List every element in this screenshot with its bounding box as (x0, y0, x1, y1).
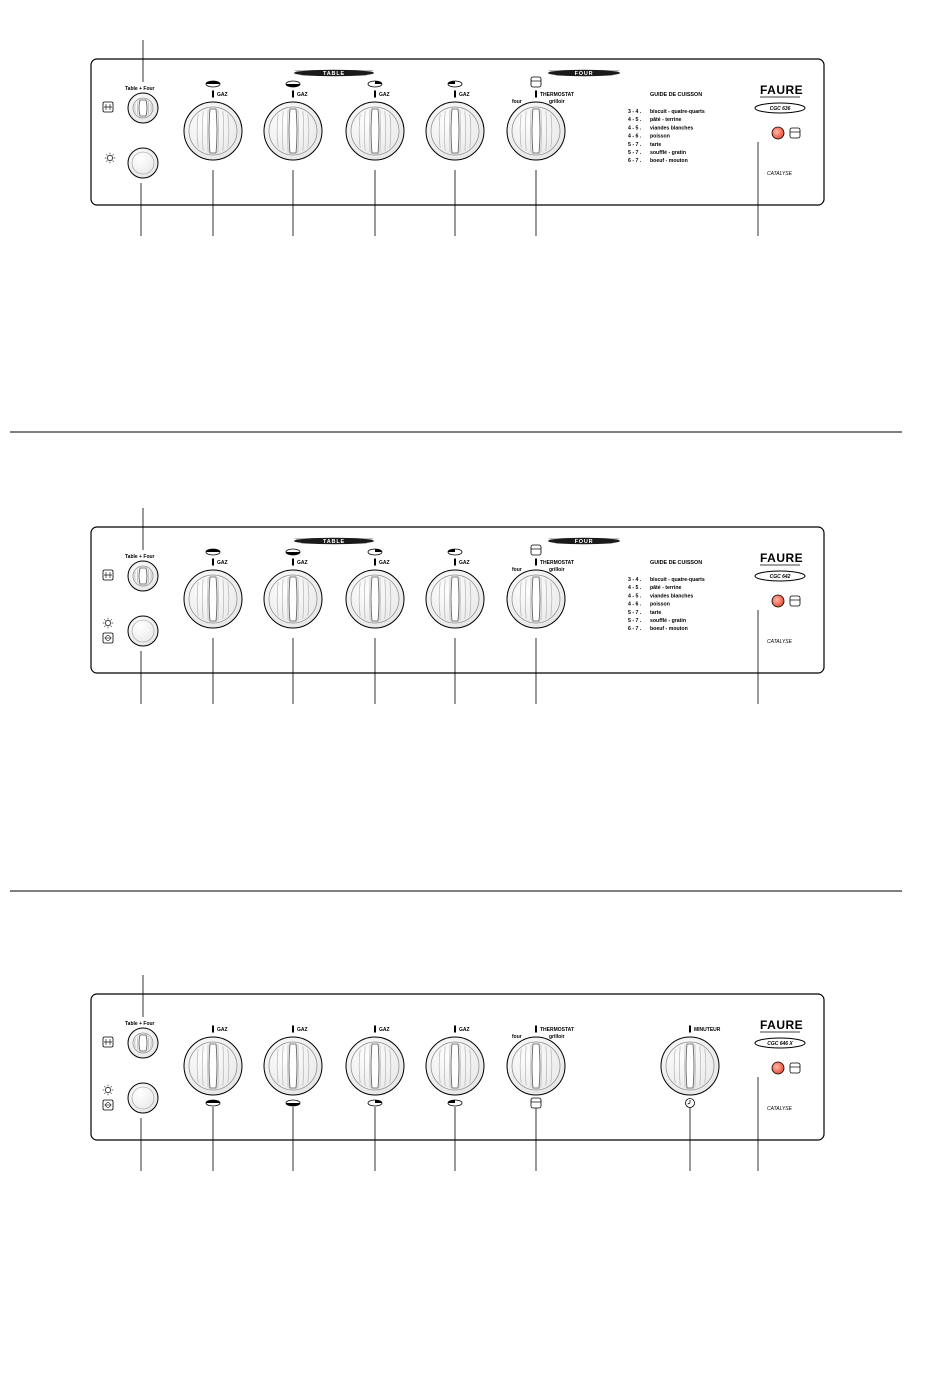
gaz-position-marker (374, 559, 376, 566)
knob-ridge (209, 577, 217, 621)
light-bulb-icon (103, 1085, 113, 1095)
grilloir-setting-label: grilloir (549, 1034, 565, 1040)
clock-icon (686, 1099, 695, 1108)
table-banner (294, 538, 374, 545)
light-icon-bulb (107, 155, 112, 160)
banner-label: TABLE (323, 71, 345, 77)
burner-knob-4[interactable] (426, 102, 484, 160)
burner-knob-3[interactable] (346, 102, 404, 160)
table-four-selector-knob[interactable] (128, 93, 158, 123)
rotisserie-icon (103, 1037, 113, 1047)
four-banner (548, 538, 620, 545)
thermostat-label: THERMOSTAT (540, 560, 574, 566)
guide-text: boeuf - mouton (650, 626, 688, 632)
knob-ridge (371, 1044, 379, 1088)
guide-range: 5 - 7 . (628, 142, 642, 148)
four-setting-label: four (512, 1034, 522, 1040)
gaz-label: GAZ (379, 1027, 390, 1033)
burner-knob-1[interactable] (184, 1037, 242, 1095)
guide-text: biscuit - quatre-quarts (650, 577, 705, 583)
guide-text: tarte (650, 610, 661, 616)
knob-ridge (451, 1044, 459, 1088)
knob-ridge (139, 1035, 147, 1051)
table-four-selector-knob[interactable] (128, 1028, 158, 1058)
thermostat-knob[interactable] (507, 570, 565, 628)
indicator-lamp (772, 127, 784, 139)
oven-icon-body (531, 77, 541, 87)
knob-ridge (371, 109, 379, 153)
guide-range: 5 - 7 . (628, 150, 642, 156)
oven-icon-body (531, 545, 541, 555)
burner-knob-1[interactable] (184, 102, 242, 160)
light-switch-outer (128, 148, 158, 178)
gaz-label: GAZ (217, 92, 228, 98)
control-panel-3 (91, 975, 824, 1171)
table-four-label: Table + Four (125, 554, 155, 560)
guide-text: soufflé - gratin (650, 618, 686, 624)
guide-text: soufflé - gratin (650, 150, 686, 156)
guide-text: viandes blanches (650, 593, 693, 599)
guide-range: 6 - 7 . (628, 626, 642, 632)
light-switch-button[interactable] (128, 148, 158, 178)
burner-icon (368, 549, 382, 555)
gaz-position-marker (212, 559, 214, 566)
guide-text: viandes blanches (650, 125, 693, 131)
guide-text: pâté - terrine (650, 117, 682, 123)
control-panel-1 (91, 40, 824, 236)
catalyse-label: CATALYSE (767, 639, 793, 645)
knob-ridge (451, 109, 459, 153)
thermostat-label: THERMOSTAT (540, 92, 574, 98)
gaz-label: GAZ (379, 92, 390, 98)
knob-ridge (451, 577, 459, 621)
four-setting-label: four (512, 567, 522, 573)
minuteur-knob[interactable] (661, 1037, 719, 1095)
burner-icon (448, 1100, 462, 1106)
catalyse-label: CATALYSE (767, 171, 793, 177)
burner-icon (286, 549, 300, 555)
gaz-position-marker (212, 91, 214, 98)
gaz-label: GAZ (217, 1027, 228, 1033)
gaz-position-marker (454, 91, 456, 98)
banner-label: TABLE (323, 539, 345, 545)
burner-knob-2[interactable] (264, 102, 322, 160)
oven-icon-body (790, 596, 800, 606)
guide-range: 3 - 4 . (628, 577, 642, 583)
guide-title: GUIDE DE CUISSON (650, 92, 702, 98)
knob-ridge (532, 1044, 540, 1088)
gaz-label: GAZ (217, 560, 228, 566)
grilloir-setting-label: grilloir (549, 567, 565, 573)
knob-ridge (209, 109, 217, 153)
light-switch-button[interactable] (128, 616, 158, 646)
guide-text: poisson (650, 602, 670, 608)
oven-indicator-icon (790, 596, 800, 606)
guide-text: biscuit - quatre-quarts (650, 109, 705, 115)
oven-icon (531, 77, 541, 87)
model-number: CGC 636 (770, 106, 791, 112)
guide-range: 4 - 6 . (628, 602, 642, 608)
oven-icon-body (790, 1063, 800, 1073)
oven-indicator-icon (790, 1063, 800, 1073)
gaz-position-marker (454, 1026, 456, 1033)
thermostat-position-marker (535, 1026, 537, 1033)
fan-icon (103, 633, 113, 643)
brand-logo: FAURE (760, 1018, 803, 1032)
gaz-position-marker (374, 1026, 376, 1033)
table-banner (294, 70, 374, 77)
thermostat-label: THERMOSTAT (540, 1027, 574, 1033)
fan-icon (103, 1100, 113, 1110)
light-switch-outer (128, 616, 158, 646)
burner-icon (448, 81, 462, 87)
burner-knob-3[interactable] (346, 1037, 404, 1095)
control-panel-2 (91, 508, 824, 704)
burner-icon (368, 81, 382, 87)
rotisserie-icon (103, 102, 113, 112)
thermostat-position-marker (535, 91, 537, 98)
burner-knob-3[interactable] (346, 570, 404, 628)
gaz-position-marker (292, 1026, 294, 1033)
guide-range: 5 - 7 . (628, 610, 642, 616)
knob-ridge (139, 568, 147, 584)
oven-icon-body (531, 1098, 541, 1108)
table-four-label: Table + Four (125, 1021, 155, 1027)
knob-ridge (289, 1044, 297, 1088)
guide-text: pâté - terrine (650, 585, 682, 591)
guide-range: 3 - 4 . (628, 109, 642, 115)
table-four-label: Table + Four (125, 86, 155, 92)
guide-range: 5 - 7 . (628, 618, 642, 624)
burner-icon (206, 1100, 220, 1106)
gaz-position-marker (292, 559, 294, 566)
guide-range: 4 - 5 . (628, 125, 642, 131)
gaz-position-marker (212, 1026, 214, 1033)
light-switch-outer (128, 1083, 158, 1113)
knob-ridge (532, 109, 540, 153)
thermostat-position-marker (535, 559, 537, 566)
oven-icon (531, 1098, 541, 1108)
oven-icon-body (790, 128, 800, 138)
guide-text: poisson (650, 134, 670, 140)
guide-title: GUIDE DE CUISSON (650, 560, 702, 566)
gaz-label: GAZ (379, 560, 390, 566)
brand-logo: FAURE (760, 83, 803, 97)
burner-knob-4[interactable] (426, 570, 484, 628)
gaz-position-marker (454, 559, 456, 566)
burner-icon (286, 81, 300, 87)
light-icon-bulb (105, 620, 110, 625)
guide-text: tarte (650, 142, 661, 148)
guide-range: 4 - 5 . (628, 117, 642, 123)
banner-label: FOUR (575, 71, 594, 77)
burner-knob-2[interactable] (264, 570, 322, 628)
knob-ridge (209, 1044, 217, 1088)
oven-indicator-icon (790, 128, 800, 138)
indicator-lamp (772, 1062, 784, 1074)
burner-icon (206, 549, 220, 555)
gaz-label: GAZ (297, 560, 308, 566)
knob-ridge (532, 577, 540, 621)
rotisserie-icon (103, 570, 113, 580)
burner-icon (368, 1100, 382, 1106)
knob-ridge (371, 577, 379, 621)
gaz-label: GAZ (459, 92, 470, 98)
thermostat-knob[interactable] (507, 102, 565, 160)
burner-knob-4[interactable] (426, 1037, 484, 1095)
table-four-selector-knob[interactable] (128, 561, 158, 591)
brand-logo: FAURE (760, 551, 803, 565)
gaz-label: GAZ (297, 92, 308, 98)
indicator-lamp (772, 595, 784, 607)
model-number: CGC 646 X (767, 1041, 793, 1047)
burner-icon (286, 1100, 300, 1106)
burner-icon (206, 81, 220, 87)
minuteur-label: MINUTEUR (694, 1027, 721, 1033)
model-number: CGC 642 (770, 574, 791, 580)
four-setting-label: four (512, 99, 522, 105)
knob-ridge (686, 1044, 694, 1088)
gaz-label: GAZ (297, 1027, 308, 1033)
gaz-position-marker (292, 91, 294, 98)
guide-text: boeuf - mouton (650, 158, 688, 164)
oven-icon (531, 545, 541, 555)
grilloir-setting-label: grilloir (549, 99, 565, 105)
light-bulb-icon (103, 618, 113, 628)
minuteur-position-marker (689, 1026, 691, 1033)
knob-ridge (289, 577, 297, 621)
burner-knob-2[interactable] (264, 1037, 322, 1095)
guide-range: 6 - 7 . (628, 158, 642, 164)
gaz-label: GAZ (459, 1027, 470, 1033)
light-icon-bulb (105, 1087, 110, 1092)
knob-ridge (289, 109, 297, 153)
knob-ridge (139, 100, 147, 116)
gaz-label: GAZ (459, 560, 470, 566)
guide-range: 4 - 5 . (628, 593, 642, 599)
guide-range: 4 - 6 . (628, 134, 642, 140)
burner-knob-1[interactable] (184, 570, 242, 628)
four-banner (548, 70, 620, 77)
banner-label: FOUR (575, 539, 594, 545)
burner-icon (448, 549, 462, 555)
thermostat-knob[interactable] (507, 1037, 565, 1095)
catalyse-label: CATALYSE (767, 1106, 793, 1112)
light-switch-button[interactable] (128, 1083, 158, 1113)
light-bulb-icon (105, 153, 115, 163)
guide-range: 4 - 5 . (628, 585, 642, 591)
gaz-position-marker (374, 91, 376, 98)
